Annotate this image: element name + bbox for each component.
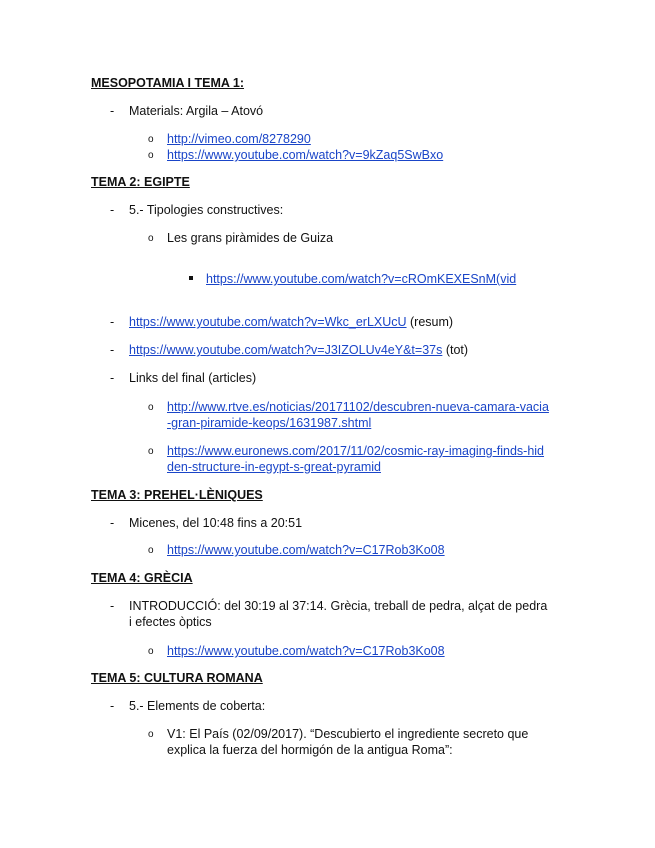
list-item-coberta: 5.- Elements de coberta: [129, 699, 266, 713]
list-item-micenes: Micenes, del 10:48 fins a 20:51 [129, 516, 303, 530]
link-vimeo[interactable]: http://vimeo.com/8278290 [167, 132, 311, 146]
dash-bullet: - [110, 315, 115, 329]
dash-bullet: - [110, 104, 115, 118]
link-euronews-line1[interactable]: https://www.euronews.com/2017/11/02/cosmic-ray-imaging-finds-hid [167, 444, 545, 458]
list-item-tot [129, 343, 468, 358]
circle-bullet-icon: o [148, 402, 154, 413]
link-rtve-line2[interactable]: -gran-piramide-keops/1631987.shtml [167, 416, 372, 430]
circle-bullet-icon: o [148, 233, 154, 244]
link-youtube-materials[interactable]: https://www.youtube.com/watch?v=9kZaq5SwBxo [167, 148, 444, 162]
dash-bullet: - [110, 599, 115, 613]
circle-bullet-icon: o [148, 134, 154, 145]
square-bullet-icon [189, 276, 193, 280]
sub-item-el-pais-line2: explica la fuerza del hormigón de la antigua Roma”: [167, 743, 453, 757]
note-tot: (tot) [442, 343, 469, 357]
heading-tema-3: TEMA 3: PREHEL·LÈNIQUES [91, 488, 263, 502]
circle-bullet-icon: o [148, 729, 154, 740]
link-rtve-line1[interactable]: http://www.rtve.es/noticias/20171102/descubren-nueva-camara-vacia [167, 400, 549, 414]
dash-bullet: - [110, 343, 115, 357]
heading-tema-2: TEMA 2: EGIPTE [91, 175, 190, 189]
link-youtube-grecia[interactable]: https://www.youtube.com/watch?v=C17Rob3Ko08 [167, 644, 445, 658]
list-item-materials: Materials: Argila – Atovó [129, 104, 264, 118]
list-item-tipologies: 5.- Tipologies constructives: [129, 203, 284, 217]
circle-bullet-icon: o [148, 446, 154, 457]
link-youtube-resum[interactable]: https://www.youtube.com/watch?v=Wkc_erLXUcU [129, 315, 407, 329]
dash-bullet: - [110, 203, 115, 217]
sub-item-el-pais-line1: V1: El País (02/09/2017). “Descubierto el ingrediente secreto que [167, 727, 529, 741]
dash-bullet: - [110, 371, 115, 385]
circle-bullet-icon: o [148, 150, 154, 161]
sub-item-piramides: Les grans piràmides de Guiza [167, 231, 334, 245]
list-item-introduccio-line2: i efectes òptics [129, 615, 212, 629]
link-piramides-video[interactable]: https://www.youtube.com/watch?v=cROmKEXESnM(vid [206, 272, 517, 286]
circle-bullet-icon: o [148, 545, 154, 556]
dash-bullet: - [110, 699, 115, 713]
link-youtube-tot[interactable]: https://www.youtube.com/watch?v=J3IZOLUv4eY&t=37s [129, 343, 443, 357]
list-item-resum [129, 315, 453, 330]
dash-bullet: - [110, 516, 115, 530]
note-resum: (resum) [406, 315, 454, 329]
link-youtube-micenes[interactable]: https://www.youtube.com/watch?v=C17Rob3Ko08 [167, 543, 445, 557]
link-euronews-line2[interactable]: den-structure-in-egypt-s-great-pyramid [167, 460, 381, 474]
circle-bullet-icon: o [148, 646, 154, 657]
heading-tema-4: TEMA 4: GRÈCIA [91, 571, 193, 585]
heading-tema-5: TEMA 5: CULTURA ROMANA [91, 671, 263, 685]
heading-tema-1: MESOPOTAMIA I TEMA 1: [91, 76, 245, 90]
list-item-links-final: Links del final (articles) [129, 371, 257, 385]
list-item-introduccio-line1: INTRODUCCIÓ: del 30:19 al 37:14. Grècia, treball de pedra, alçat de pedra [129, 599, 548, 613]
